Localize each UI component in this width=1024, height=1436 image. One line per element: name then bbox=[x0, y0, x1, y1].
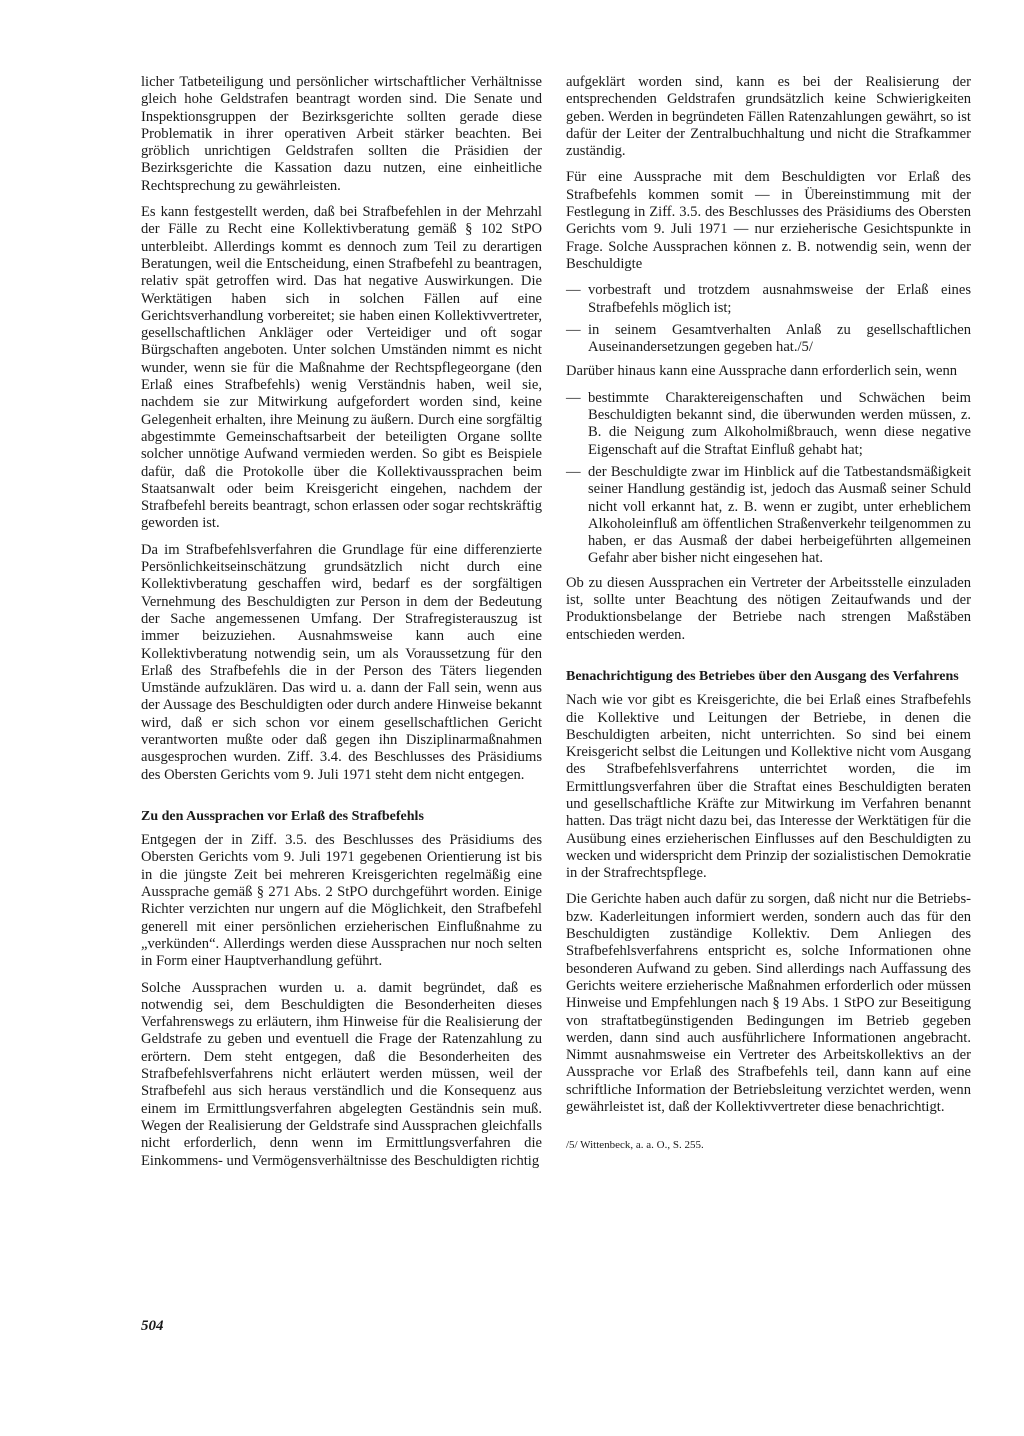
footnote: /5/ Wittenbeck, a. a. O., S. 255. bbox=[566, 1139, 704, 1152]
paragraph: Darüber hinaus kann eine Aussprache dann erforderlich sein, wenn bbox=[566, 363, 958, 380]
dash-bullet: — bbox=[566, 282, 581, 299]
list-item-text: vorbestraft und trotzdem ausnahmsweise der Erlaß eines Strafbefehls möglich ist; bbox=[588, 282, 971, 316]
dash-bullet: — bbox=[566, 389, 581, 406]
list-item bbox=[566, 322, 971, 357]
paragraph: Es kann festgestellt werden, daß bei Strafbefehlen in der Mehrzahl der Fälle zu Recht eine Kollektivberatung gemäß § 102 StPO unterbleibt. Allerdings kommt es dennoch zum Teil zu derartigen Beratungen, weil die Entscheidung, einen Strafbefehl zu beantragen, relativ spät getroffen wird. Das hat negative Auswirkungen. Die Werktätigen haben sich in solchen Fällen auf eine Gerichtsverhandlung vorbereitet; sie haben einen Kollektivvertreter, gesellschaftlichen Ankläger oder Verteidiger und oft sogar Bürgschaften angeboten. Unter solchen Umständen nimmt es nicht wunder, wenn sie für die Maßnahme der Rechtspflegeorgane (den Erlaß eines Strafbefehls) wenig Verständnis haben, weil sie, nachdem sie zur Mitwirkung aufgefordert worden sind, keine Gelegenheit erhalten, ihre Meinung zu äußern. Durch eine sorgfältig abgestimmte Gemeinschaftsarbeit der beteiligten Organe sollte solcher unnötige Aufwand vermieden werden. So gibt es Beispiele dafür, daß die Protokolle über die Kollektivaussprachen beim Staatsanwalt oder beim Kreisgericht eingehen, nachdem der Strafbefehl bereits beantragt, schon erlassen oder sogar rechtskräftig geworden ist. bbox=[141, 204, 542, 532]
list-item-text: in seinem Gesamtverhalten Anlaß zu gesellschaftlichen Auseinandersetzungen gegeben hat./5/ bbox=[588, 321, 971, 356]
dash-list bbox=[566, 390, 971, 568]
dash-bullet: — bbox=[566, 463, 581, 480]
section-heading: Zu den Aussprachen vor Erlaß des Strafbefehls bbox=[141, 808, 424, 824]
left-column bbox=[141, 74, 542, 1179]
paragraph: Ob zu diesen Aussprachen ein Vertreter der Arbeitsstelle einzuladen ist, sollte unter Beachtung des nötigen Zeitaufwands und der Produktionsbelange der Betriebe nach strengen Maßstäben entschieden werden. bbox=[566, 574, 971, 643]
dash-bullet: — bbox=[566, 321, 581, 338]
right-column bbox=[566, 74, 971, 1152]
section-heading: Benachrichtigung des Betriebes über den Ausgang des Verfahrens bbox=[566, 668, 959, 684]
paragraph: Nach wie vor gibt es Kreisgerichte, die bei Erlaß eines Strafbefehls die Kollektive und Leitungen der Betriebe, in denen die Beschuldigten arbeiten, nicht unterrichten. So sind bei einem Kreisgericht selbst die Leitungen und Kollektive nicht vom Ausgang des Strafbefehlsverfahrens unterrichtet worden, die im Ermittlungsverfahren über die Straftat eines Beschuldigten beraten und gesellschaftliche Kräfte zur Mitwirkung im Verfahren benannt hatten. Das trägt nicht dazu bei, das Interesse der Werktätigen für die Ausübung eines erzieherischen Einflusses auf den Beschuldigten zu wecken und widerspricht dem Prinzip der sozialistischen Demokratie in der Strafrechtspflege. bbox=[566, 692, 971, 882]
dash-list bbox=[566, 282, 971, 356]
paragraph: Da im Strafbefehlsverfahren die Grundlage für eine differenzierte Persönlichkeitseinschätzung grundsätzlich nicht durch eine Kollektivberatung geschaffen wird, bedarf es der sorgfältigen Vernehmung des Beschuldigten zur Person in dem der Bedeutung der Sache angemessenen Umfang. Der Strafregisterauszug ist immer beizuziehen. Ausnahmsweise kann auch eine Kollektivberatung notwendig sein, um als Voraussetzung für den Erlaß des Strafbefehls die in der Person des Täters liegenden Umstände aufzuklären. Das wird u. a. dann der Fall sein, wenn aus der Aussage des Beschuldigten oder durch andere Hinweise bekannt wird, daß er sich schon vor einem gesellschaftlichen Gericht verantworten mußte oder daß gegen ihn Disziplinarmaßnahmen ausgesprochen wurden. Ziff. 3.4. des Beschlusses des Präsidiums des Obersten Gerichts vom 9. Juli 1971 steht dem nicht entgegen. bbox=[141, 541, 542, 783]
list-item-text: der Beschuldigte zwar im Hinblick auf die Tatbestandsmäßigkeit seiner Handlung geständig ist, jedoch das Ausmaß seiner Schuld nicht voll erkannt hat, z. B. wenn er zugibt, unter erheblichem Alkoholeinfluß am öffentlichen Straßenverkehr teilgenommen zu haben, er das Ausmaß der dabei herbeigeführten allgemeinen Gefahr aber bisher nicht eingesehen hat. bbox=[588, 463, 971, 567]
paragraph: Entgegen der in Ziff. 3.5. des Beschlusses des Präsidiums des Obersten Gerichts vom 9. Juli 1971 gegebenen Orientierung ist bis in die jüngste Zeit bei mehreren Kreisgerichten regelmäßig eine Aussprache gemäß § 271 Abs. 2 StPO durchgeführt worden. Einige Richter verzichten nur ungern auf die Möglichkeit, den Strafbefehl generell mit einer persönlichen erzieherischen Einflußnahme zu „verkünden“. Allerdings werden diese Aussprachen nur noch selten in Form einer Hauptverhandlung geführt. bbox=[141, 832, 542, 970]
paragraph: Die Gerichte haben auch dafür zu sorgen, daß nicht nur die Betriebs- bzw. Kaderleitungen informiert werden, sondern auch das für den Beschuldigten zuständige Kollektiv. Dem Anliegen des Strafbefehlsverfahrens entspricht es, solche Informationen ohne besonderen Aufwand zu geben. Sind allerdings nach Auffassung des Gerichts weitere erzieherische Maßnahmen erforderlich oder müssen Hinweise und Empfehlungen nach § 19 Abs. 1 StPO zur Beseitigung von straftatbegünstigenden Bedingungen im Betrieb gegeben werden, dann sind auch ausführlichere Informationen angebracht. Nimmt ausnahmsweise ein Vertreter des Arbeitskollektivs an der Aussprache vor Erlaß des Strafbefehls teil, dann kann auf eine schriftliche Information der Betriebsleitung verzichtet werden, wenn gewährleistet ist, daß der Kollektivvertreter diese benachrichtigt. bbox=[566, 891, 971, 1116]
paragraph: licher Tatbeteiligung und persönlicher wirtschaftlicher Verhältnisse gleich hohe Geldstrafen beantragt worden sind. Die Senate und Inspektionsgruppen der Bezirksgerichte sollten gerade diese Problematik in ihrer operativen Arbeit stärker beachten. Bei gröblich unrichtigen Geldstrafen sollten die Präsidien der Bezirksgerichte die Kassation dazu nutzen, eine einheitliche Rechtsprechung zu gewährleisten. bbox=[141, 74, 542, 194]
list-item bbox=[566, 464, 971, 568]
list-item-text: bestimmte Charaktereigenschaften und Schwächen beim Beschuldigten bekannt sind, die überwunden werden müssen, z. B. die Neigung zum Alkoholmißbrauch, wenn diese negative Eigenschaft auf die Straftat Einfluß gehabt hat; bbox=[588, 389, 971, 458]
paragraph: aufgeklärt worden sind, kann es bei der Realisierung der entsprechenden Geldstrafen grundsätzlich keine Schwierigkeiten geben. Werden in begründeten Fällen Ratenzahlungen gewährt, so ist dafür der Leiter der Zentralbuchhaltung und nicht die Strafkammer zuständig. bbox=[566, 74, 971, 160]
list-item bbox=[566, 390, 971, 459]
paragraph: Solche Aussprachen wurden u. a. damit begründet, daß es notwendig sei, dem Beschuldigten die Besonderheiten dieses Verfahrenswegs zu erläutern, ihm Hinweise für die Realisierung der Geldstrafe zu geben und eventuell die Frage der Ratenzahlung zu erörtern. Dem steht entgegen, daß die Besonderheiten des Strafbefehlsverfahrens nicht erläutert werden müssen, weil der Strafbefehl aus sich heraus verständlich und die Konsequenz aus einem im Ermittlungsverfahren abgelegten Geständnis sein muß. Wegen der Realisierung der Geldstrafe sind Aussprachen gleichfalls nicht erforderlich, denn wenn im Ermittlungsverfahren die Einkommens- und Vermögensverhältnisse des Beschuldigten richtig bbox=[141, 979, 542, 1169]
paragraph: Für eine Aussprache mit dem Beschuldigten vor Erlaß des Strafbefehls kommen somit — in Übereinstimmung mit der Festlegung in Ziff. 3.5. des Beschlusses des Präsidiums des Obersten Gerichts vom 9. Juli 1971 — nur erzieherische Gesichtspunkte in Frage. Solche Aussprachen können z. B. notwendig sein, wenn der Beschuldigte bbox=[566, 169, 971, 272]
list-item bbox=[566, 282, 971, 317]
page-number: 504 bbox=[141, 1318, 164, 1334]
